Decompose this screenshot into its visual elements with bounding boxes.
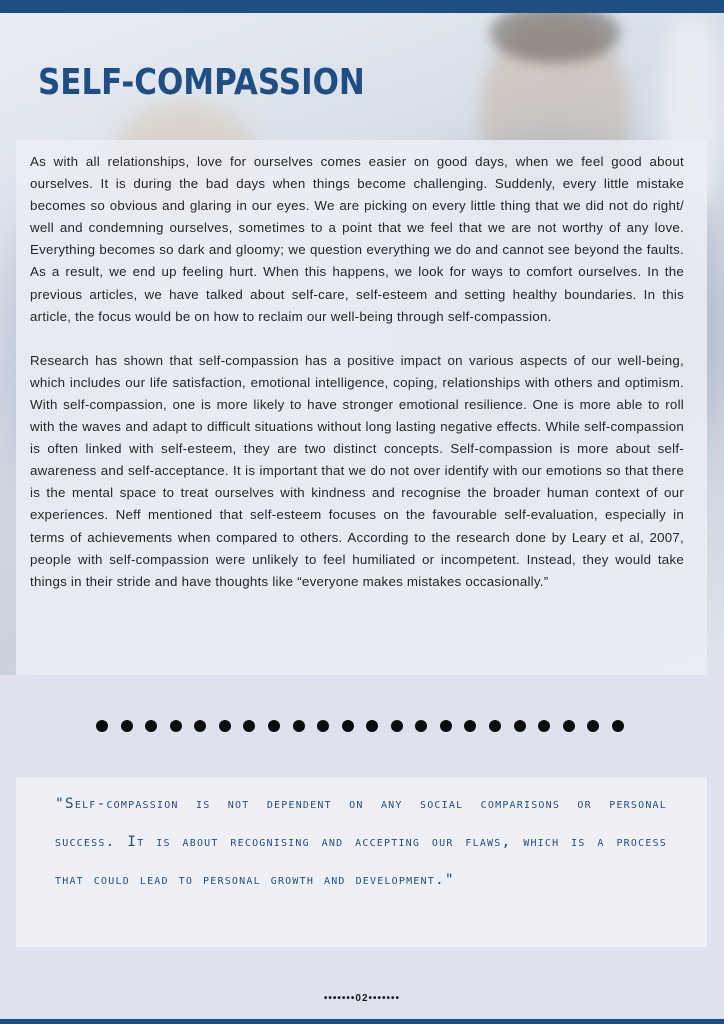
bottom-accent-bar (0, 1019, 724, 1024)
divider-dot (268, 720, 280, 732)
divider-dot (464, 720, 476, 732)
divider-dot (170, 720, 182, 732)
divider-dot (243, 720, 255, 732)
divider-dot (538, 720, 550, 732)
divider-dot (145, 720, 157, 732)
divider-dot (391, 720, 403, 732)
paragraph-1: As with all relationships, love for ourselves comes easier on good days, when we feel good about ourselves. It is during the bad days when things become challenging. Suddenly, every little mistake becomes so obvious and glaring in our eyes. We are picking on every little thing that we did not do right/ well and condemning ourselves, sometimes to a point that we feel that we are not worthy of any love. Everything becomes so dark and gloomy; we question everything we do and cannot see beyond the faults. As a result, we end up feeling hurt. When this happens, we look for ways to comfort ourselves. In the previous articles, we have talked about self-care, self-esteem and setting healthy boundaries. In this article, the focus would be on how to reclaim our well-being through self-compassion. (30, 154, 684, 324)
divider-dot (219, 720, 231, 732)
divider-dot (121, 720, 133, 732)
page-title: SELF-COMPASSION (38, 62, 365, 103)
divider-dot (514, 720, 526, 732)
divider-dot (415, 720, 427, 732)
divider-dot (563, 720, 575, 732)
top-accent-bar (0, 0, 724, 13)
divider-dot (342, 720, 354, 732)
paragraph-2: Research has shown that self-compassion has a positive impact on various aspects of our well-being, which includes our life satisfaction, emotional intelligence, coping, relationships with others and optimism. With self-compassion, one is more likely to have stronger emotional resilience. One is more able to roll with the waves and adapt to difficult situations without long lasting negative effects. While self-compassion is often linked with self-esteem, they are two distinct concepts. Self-compassion is more about self-awareness and self-acceptance. It is important that we do not over identify with our emotions so that there is the mental space to treat ourselves with kindness and recognise the broader human context of our experiences. Neff mentioned that self-esteem focuses on the favourable self-evaluation, especially in terms of achievements when compared to others. According to the research done by Leary et al, 2007, people with self-compassion were unlikely to feel humiliated or incompetent. Instead, they would take things in their stride and have thoughts like “everyone makes mistakes occasionally.” (30, 352, 684, 589)
divider-dot (317, 720, 329, 732)
divider-dot (587, 720, 599, 732)
divider-dot (293, 720, 305, 732)
pull-quote: "Self-compassion is not dependent on any social comparisons or personal success. It is about recognising and accepting our flaws, which is a process that could lead to personal growth and development." (55, 796, 667, 888)
divider-dot (612, 720, 624, 732)
divider-dot (489, 720, 501, 732)
divider-dot (440, 720, 452, 732)
dotted-divider (96, 719, 624, 733)
divider-dot (366, 720, 378, 732)
article-body (30, 151, 684, 593)
divider-dot (194, 720, 206, 732)
divider-dot (96, 720, 108, 732)
page-number: •••••••02••••••• (323, 993, 401, 1004)
